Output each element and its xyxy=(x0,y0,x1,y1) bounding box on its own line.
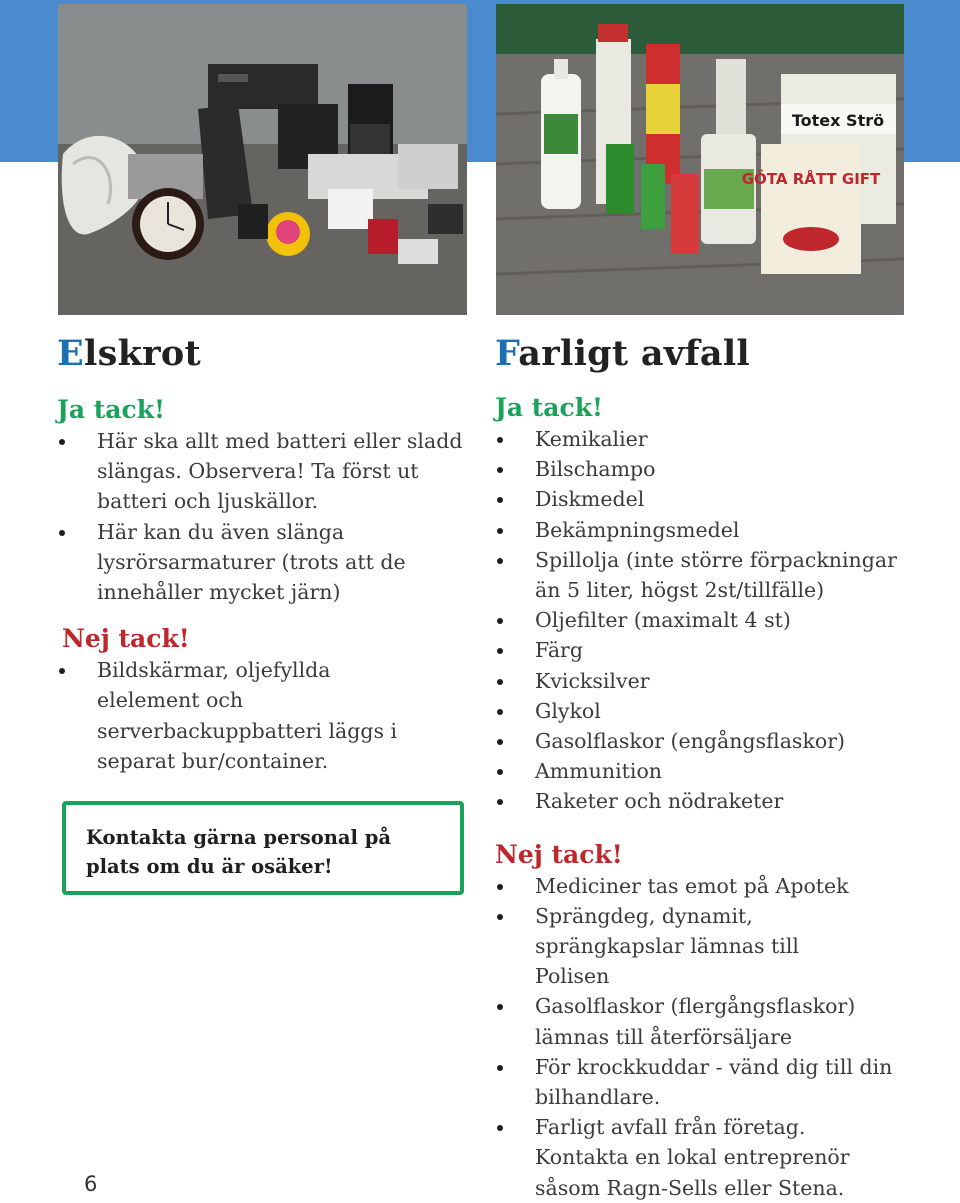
list-item: Oljefilter (maximalt 4 st) xyxy=(495,605,905,635)
no-list xyxy=(495,871,905,1203)
list-item: Färg xyxy=(495,635,905,665)
list-item: Gasolflaskor (engångsflaskor) xyxy=(495,726,905,756)
contact-box xyxy=(62,801,464,895)
title-rest: lskrot xyxy=(83,333,201,374)
product-label-totex: Totex Strö xyxy=(791,111,885,130)
photo-hazardous-waste xyxy=(496,4,904,315)
section-title-farligt-avfall xyxy=(495,330,915,378)
list-item: Mediciner tas emot på Apotek xyxy=(495,871,905,901)
column-farligt-avfall xyxy=(495,330,915,1203)
list-item: Bilschampo xyxy=(495,454,905,484)
list-item: Gasolflaskor (flergångsflaskor) lämnas till återförsäljare xyxy=(495,991,865,1051)
list-item: Sprängdeg, dynamit, sprängkapslar lämnas till Polisen xyxy=(495,901,855,992)
section-title-elskrot xyxy=(57,330,477,378)
list-item: Diskmedel xyxy=(495,484,905,514)
list-item: Kemikalier xyxy=(495,424,905,454)
title-initial: E xyxy=(57,333,84,374)
list-item: Glykol xyxy=(495,696,905,726)
list-item: För krockkuddar - vänd dig till din bilhandlare. xyxy=(495,1052,905,1112)
list-item: Bildskärmar, oljefyllda elelement och serverbackuppbatteri läggs i separat bur/container. xyxy=(57,655,437,776)
list-item: Här kan du även slänga lysrörsarmaturer (trots att de innehåller mycket järn) xyxy=(57,517,427,608)
list-item: Här ska allt med batteri eller sladd slängas. Observera! Ta först ut batteri och ljuskällor. xyxy=(57,426,467,517)
title-rest: arligt avfall xyxy=(518,333,751,374)
no-heading: Nej tack! xyxy=(495,839,623,869)
list-item: Kvicksilver xyxy=(495,666,905,696)
list-item: Spillolja (inte större förpackningar än 5 liter, högst 2st/tillfälle) xyxy=(495,545,905,605)
product-label-gota: GÖTA RÅTT GIFT xyxy=(741,170,881,188)
yes-list xyxy=(57,426,477,607)
list-item: Ammunition xyxy=(495,756,905,786)
contact-text: Kontakta gärna personal på plats om du är osäker! xyxy=(86,826,392,878)
page-number: 6 xyxy=(84,1172,98,1196)
no-list xyxy=(57,655,477,776)
yes-heading: Ja tack! xyxy=(57,395,165,424)
yes-list xyxy=(495,424,905,817)
yes-heading: Ja tack! xyxy=(495,393,603,422)
list-item: Bekämpningsmedel xyxy=(495,515,905,545)
photo-electronics-scrap xyxy=(58,4,467,315)
list-item: Raketer och nödraketer xyxy=(495,786,905,816)
column-elskrot xyxy=(57,330,477,776)
no-heading: Nej tack! xyxy=(62,624,190,654)
title-initial: F xyxy=(495,333,519,374)
list-item: Farligt avfall från företag. Kontakta en lokal entreprenör såsom Ragn-Sells eller Stena. xyxy=(495,1112,875,1203)
